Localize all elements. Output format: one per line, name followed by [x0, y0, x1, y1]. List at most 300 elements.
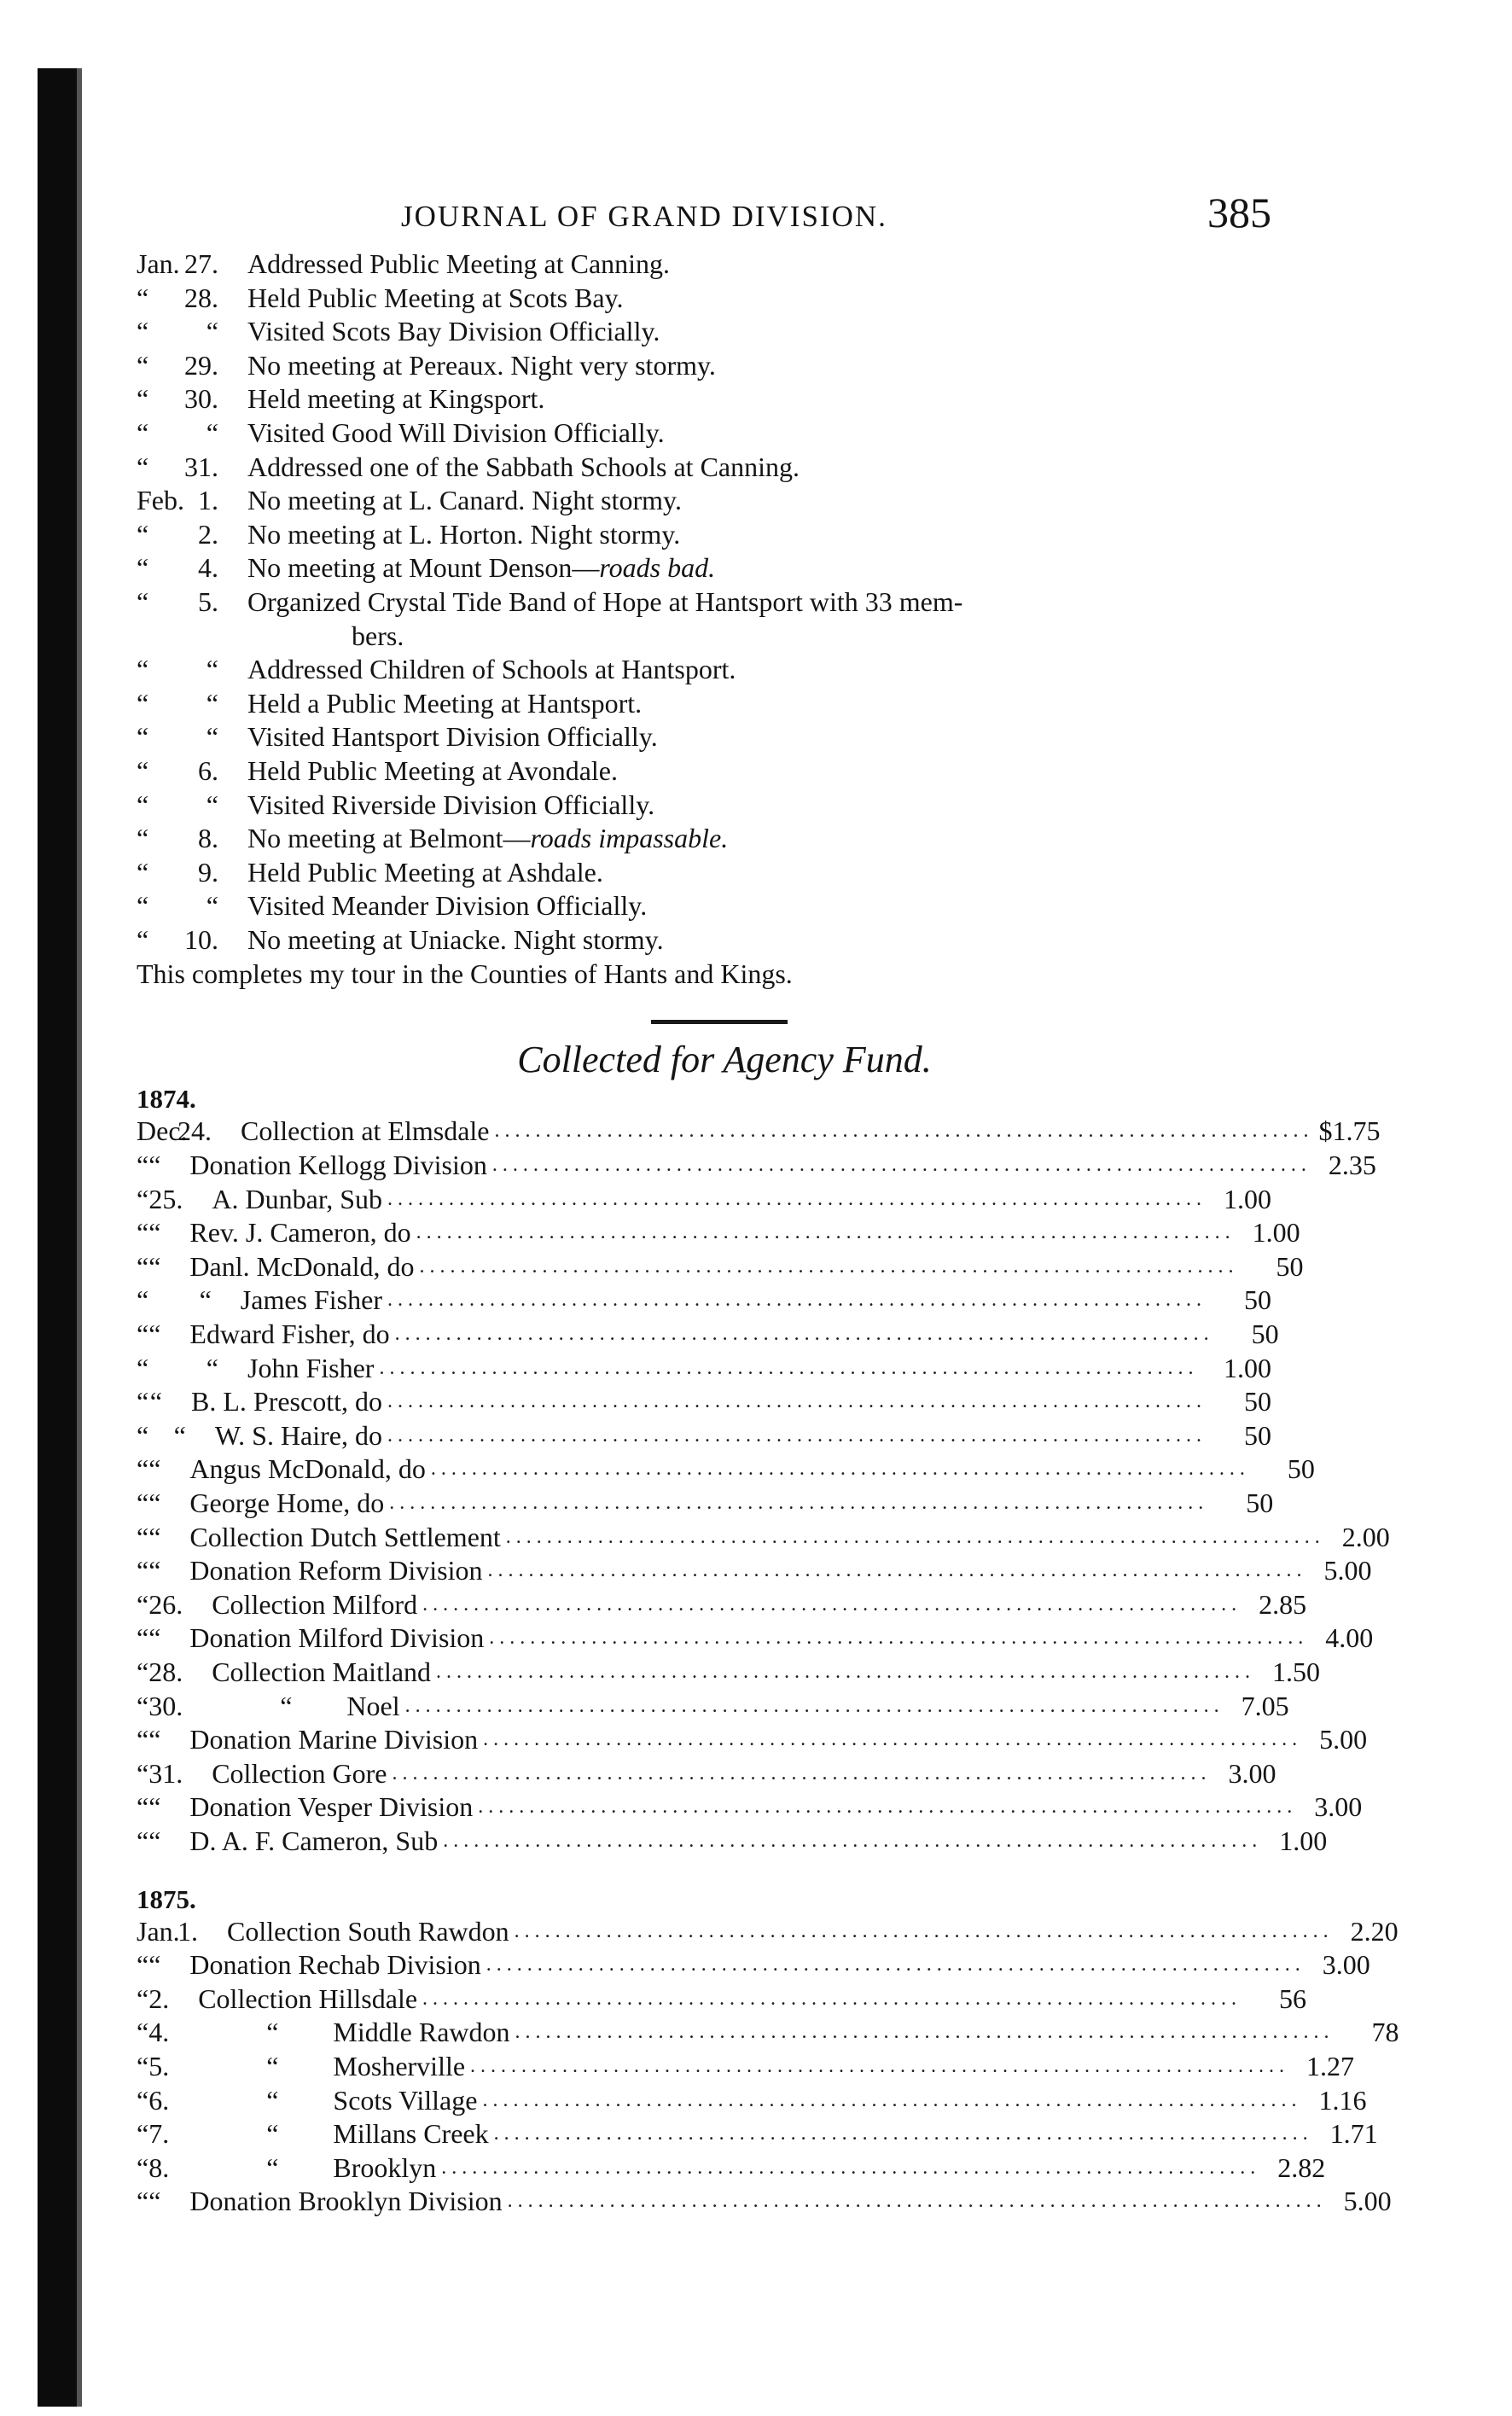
entry-text — [247, 451, 800, 485]
entry-day: 4. — [198, 552, 218, 584]
entry-text-main: No meeting at Belmont— — [247, 823, 531, 854]
entry-day: 29. — [184, 349, 218, 381]
entry-day: 28. — [148, 1656, 183, 1687]
ledger-row — [137, 1790, 1363, 1825]
section-title: Collected for Agency Fund. — [517, 1039, 932, 1081]
entry-text — [247, 856, 603, 890]
dot-leader: ................................................................................ — [489, 1627, 1309, 1650]
ledger-row — [137, 1216, 1300, 1250]
ledger-entry — [189, 1554, 1371, 1588]
ledger-entry — [241, 1115, 1380, 1149]
entry-day: 10. — [184, 923, 218, 955]
dot-leader: ................................................................................ — [404, 1694, 1224, 1717]
dot-leader: ................................................................................ — [483, 1728, 1303, 1751]
entry-text — [247, 653, 736, 687]
entry-amount: 3.00 — [1314, 1791, 1363, 1823]
journal-row — [137, 754, 1271, 789]
entry-day: 25. — [148, 1183, 183, 1214]
journal-row — [137, 349, 1271, 383]
entry-description: Collection South Rawdon — [227, 1915, 509, 1947]
entry-month: “ — [137, 2084, 149, 2116]
dot-leader: ................................................................................ — [494, 1120, 1314, 1143]
dot-leader: ................................................................................ — [486, 1953, 1306, 1976]
entry-description: Donation Rechab Division — [189, 1949, 481, 1981]
ledger-row — [137, 1318, 1279, 1352]
entry-month: “ — [137, 754, 149, 786]
binding-edge — [38, 68, 77, 2407]
journal-row — [137, 382, 1271, 416]
dot-leader: ................................................................................ — [419, 1255, 1239, 1278]
journal-row — [137, 315, 1271, 349]
entry-amount: 50 — [1287, 1453, 1315, 1485]
running-head-title: JOURNAL OF GRAND DIVISION. — [401, 200, 887, 233]
dot-leader: ................................................................................ — [392, 1761, 1212, 1784]
ledger-row — [137, 1115, 1381, 1149]
entry-month: “ — [137, 1757, 149, 1789]
journal-entries — [137, 247, 1271, 957]
journal-row — [137, 687, 1271, 721]
entry-description: Donation Marine Division — [189, 1724, 479, 1755]
agency-fund-ledger — [137, 1084, 1399, 2218]
entry-month: “ — [137, 1690, 149, 1721]
entry-month: “ — [137, 1284, 149, 1316]
ledger-row — [137, 1723, 1368, 1757]
ledger-entry — [198, 2084, 1366, 2118]
journal-row — [137, 585, 1271, 620]
entry-text — [247, 349, 716, 383]
entry-description: Collection Gore — [212, 1757, 387, 1789]
entry-amount: 50 — [1244, 1419, 1271, 1451]
entry-text-main: Visited Riverside Division Officially. — [247, 789, 655, 820]
ledger-row — [137, 1588, 1307, 1622]
journal-row — [137, 822, 1271, 856]
dot-leader: ................................................................................ — [491, 1154, 1311, 1177]
ledger-entry — [212, 1183, 1271, 1217]
dot-leader: ................................................................................ — [422, 1987, 1242, 2010]
entry-month: “ — [137, 1555, 149, 1586]
ledger-entry — [189, 1487, 1273, 1521]
ledger-row — [137, 1284, 1271, 1318]
journal-row — [137, 247, 1271, 282]
entry-description: Donation Kellogg Division — [189, 1150, 487, 1181]
entry-amount: 50 — [1246, 1487, 1274, 1518]
ledger-entry — [198, 2016, 1399, 2050]
ledger-1874 — [137, 1115, 1390, 1858]
ledger-entry — [198, 1982, 1306, 2017]
entry-amount: 78 — [1371, 2017, 1399, 2048]
entry-day: “ — [148, 1453, 161, 1485]
entry-text-main: Visited Meander Division Officially. — [247, 890, 648, 922]
journal-row — [137, 484, 1271, 518]
journal-row — [137, 282, 1271, 316]
entry-text-italic: roads bad. — [599, 552, 716, 584]
journal-row — [137, 551, 1271, 585]
entry-amount: 5.00 — [1343, 2186, 1392, 2217]
entry-day: 5. — [148, 2050, 170, 2081]
entry-month: “ — [137, 1622, 149, 1654]
entry-day: “ — [148, 1791, 161, 1823]
entry-month: “ — [137, 687, 149, 719]
ledger-row — [137, 1419, 1271, 1453]
entry-amount: 5.00 — [1319, 1724, 1368, 1755]
entry-description: D. A. F. Cameron, Sub — [189, 1825, 439, 1856]
ledger-row — [137, 1757, 1276, 1791]
ledger-entry — [212, 1757, 1276, 1791]
entry-day: 7. — [148, 2118, 170, 2150]
dot-leader: ................................................................................ — [436, 1660, 1256, 1683]
entry-day: 9. — [198, 856, 218, 888]
entry-amount: 50 — [1251, 1319, 1279, 1350]
entry-day: 1. — [177, 1915, 198, 1947]
entry-amount: 1.71 — [1329, 2118, 1378, 2150]
journal-row — [137, 416, 1271, 451]
entry-text — [247, 585, 962, 620]
entry-month: “ — [137, 2186, 149, 2217]
entry-day: “ — [199, 1284, 212, 1316]
dot-leader: ................................................................................ — [389, 1492, 1209, 1514]
ledger-entry — [189, 1723, 1367, 1757]
dot-leader: ................................................................................ — [514, 1919, 1334, 1942]
ledger-entry — [189, 1216, 1300, 1250]
entry-day: “ — [149, 1386, 162, 1418]
entry-day: 30. — [184, 383, 218, 415]
entry-text — [247, 416, 665, 451]
dot-leader: ................................................................................ — [387, 1187, 1207, 1210]
entry-month: “ — [137, 1825, 149, 1856]
entry-month: “ — [137, 1419, 149, 1451]
dot-leader: ................................................................................ — [478, 1796, 1298, 1819]
entry-text-main: Addressed Children of Schools at Hantsport. — [247, 654, 736, 685]
journal-row — [137, 923, 1271, 958]
journal-row — [137, 653, 1271, 687]
ledger-row — [137, 1621, 1374, 1656]
entry-month: “ — [137, 282, 149, 313]
ledger-row — [137, 2117, 1378, 2151]
entry-amount: 1.00 — [1224, 1352, 1271, 1383]
journal-row — [137, 856, 1271, 890]
entry-amount: 1.50 — [1272, 1656, 1321, 1687]
ledger-row — [137, 1948, 1370, 1982]
entry-amount: 2.82 — [1277, 2151, 1326, 2183]
entry-text-main: Held a Public Meeting at Hantsport. — [247, 687, 643, 719]
entry-day: “ — [206, 890, 218, 922]
entry-text — [247, 382, 544, 416]
dot-leader: ................................................................................ — [430, 1458, 1250, 1481]
entry-month: “ — [137, 823, 149, 854]
ledger-row — [137, 1982, 1307, 2017]
ledger-row — [137, 2050, 1355, 2084]
entry-day: 31. — [148, 1757, 183, 1789]
ledger-row — [137, 1250, 1304, 1284]
entry-day: 6. — [148, 2084, 170, 2116]
ledger-entry — [189, 2185, 1391, 2219]
entry-amount: 1.00 — [1252, 1217, 1300, 1249]
dot-leader: ................................................................................ — [394, 1323, 1214, 1346]
entry-month: “ — [137, 721, 149, 753]
dot-leader: ................................................................................ — [505, 1525, 1325, 1548]
entry-month: “ — [137, 552, 149, 584]
ledger-row — [137, 1554, 1372, 1588]
entry-description: Collection Dutch Settlement — [189, 1521, 501, 1552]
journal-row — [137, 720, 1271, 754]
ledger-row — [137, 1352, 1271, 1386]
entry-description: James Fisher — [240, 1284, 382, 1316]
ledger-row — [137, 1149, 1376, 1183]
dot-leader: ................................................................................ — [387, 1289, 1207, 1312]
entry-month: “ — [137, 2151, 149, 2183]
entry-month: “ — [137, 1949, 149, 1981]
ledger-row — [137, 1825, 1328, 1859]
entry-day: “ — [148, 1150, 161, 1181]
ledger-row — [137, 1656, 1321, 1690]
entry-day: “ — [148, 2186, 161, 2217]
entry-day: “ — [148, 1555, 161, 1586]
entry-description: Donation Milford Division — [189, 1622, 485, 1654]
entry-description: John Fisher — [247, 1352, 375, 1383]
entry-day: 31. — [184, 451, 218, 482]
dot-leader: ................................................................................ — [379, 1356, 1199, 1379]
entry-day: “ — [206, 654, 218, 685]
entry-text-main: No meeting at L. Horton. Night stormy. — [247, 518, 681, 550]
entry-amount: 2.20 — [1350, 1915, 1399, 1947]
entry-day: “ — [206, 789, 218, 820]
entry-month: Dec. — [137, 1115, 188, 1147]
entry-amount: 2.85 — [1259, 1588, 1307, 1620]
journal-row — [137, 451, 1271, 485]
entry-text — [247, 315, 660, 349]
dot-leader: ................................................................................ — [387, 1423, 1207, 1447]
page-number: 385 — [1207, 189, 1271, 236]
entry-text — [247, 687, 642, 721]
entry-day: 4. — [148, 2017, 170, 2048]
dot-leader: ................................................................................ — [493, 2122, 1313, 2145]
dot-leader: ................................................................................ — [416, 1221, 1236, 1244]
entry-description: A. Dunbar, Sub — [212, 1183, 382, 1214]
entry-day: “ — [206, 1352, 218, 1383]
entry-text-main: Visited Scots Bay Division Officially. — [247, 316, 660, 347]
entry-day: 6. — [198, 754, 218, 786]
entry-description: “ Middle Rawdon — [198, 2017, 510, 2048]
entry-day: “ — [206, 416, 218, 448]
entry-day: “ — [148, 1487, 161, 1518]
entry-day: 8. — [198, 823, 218, 854]
entry-text-main: Visited Good Will Division Officially. — [247, 416, 665, 448]
entry-day: “ — [148, 1825, 161, 1856]
year-heading: 1874. — [137, 1084, 196, 1115]
entry-text — [247, 822, 728, 856]
entry-description: B. L. Prescott, do — [191, 1386, 382, 1418]
ledger-entry — [212, 1656, 1320, 1690]
dot-leader: ................................................................................ — [482, 2088, 1302, 2111]
entry-text-main: No meeting at L. Canard. Night stormy. — [247, 485, 682, 516]
entry-month: Jan. — [137, 248, 180, 279]
entry-description: Rev. J. Cameron, do — [189, 1217, 411, 1249]
entry-day: “ — [206, 721, 218, 753]
entry-day: 28. — [184, 282, 218, 313]
entry-day: “ — [148, 1521, 161, 1552]
binding-edge-shadow — [77, 68, 82, 2407]
entry-description: “ Mosherville — [198, 2050, 466, 2081]
ledger-entry — [212, 1588, 1306, 1622]
entry-day: 2. — [198, 518, 218, 550]
ledger-row — [137, 1183, 1271, 1217]
entry-day: “ — [148, 1250, 161, 1282]
dot-leader: ................................................................................ — [387, 1390, 1207, 1413]
entry-day: 8. — [148, 2151, 170, 2183]
entry-month: “ — [137, 1656, 149, 1687]
entry-day: 27. — [184, 248, 218, 279]
entry-amount: 5.00 — [1323, 1555, 1372, 1586]
year-heading: 1875. — [137, 1883, 196, 1914]
entry-text — [247, 518, 680, 552]
entry-description: Donation Vesper Division — [189, 1791, 474, 1823]
ledger-row — [137, 1385, 1271, 1419]
ledger-entry — [189, 1318, 1278, 1352]
entry-month: “ — [137, 1521, 149, 1552]
entry-description: Collection Milford — [212, 1588, 418, 1620]
entry-text — [352, 620, 404, 654]
ledger-entry — [241, 1284, 1271, 1318]
entry-description: Edward Fisher, do — [189, 1319, 390, 1350]
ledger-entry — [189, 1149, 1375, 1183]
dot-leader: ................................................................................ — [470, 2054, 1290, 2077]
entry-text-main: Held Public Meeting at Avondale. — [247, 754, 618, 786]
ledger-row — [137, 1453, 1315, 1487]
entry-text-main: No meeting at Pereaux. Night very stormy. — [247, 349, 716, 381]
entry-description: Donation Reform Division — [189, 1555, 483, 1586]
entry-text — [247, 754, 618, 789]
entry-text — [247, 789, 654, 823]
entry-amount: 2.35 — [1328, 1150, 1376, 1181]
entry-month: “ — [137, 2050, 149, 2081]
entry-text-main: Visited Hantsport Division Officially. — [247, 721, 658, 753]
entry-month: “ — [137, 383, 149, 415]
closing-line: This completes my tour in the Counties of Hants and Kings. — [137, 958, 793, 990]
entry-month: “ — [137, 416, 149, 448]
ledger-entry — [189, 1825, 1327, 1859]
entry-month: Feb. — [137, 485, 184, 516]
ledger-entry — [191, 1385, 1271, 1419]
entry-month: “ — [137, 316, 149, 347]
entry-month: “ — [137, 1487, 149, 1518]
entry-month: “ — [137, 890, 149, 922]
entry-description: Collection Hillsdale — [198, 1982, 418, 2014]
entry-month: “ — [137, 518, 149, 550]
entry-day: “ — [148, 1949, 161, 1981]
entry-month: “ — [137, 923, 149, 955]
entry-text — [247, 282, 624, 316]
entry-description: “ Noel — [212, 1690, 400, 1721]
ledger-gap — [137, 1859, 1271, 1884]
entry-amount: 50 — [1243, 1386, 1271, 1418]
entry-amount: 3.00 — [1228, 1757, 1276, 1789]
entry-text — [247, 551, 715, 585]
entry-description: Angus McDonald, do — [189, 1453, 426, 1485]
entry-text-main: bers. — [352, 620, 404, 651]
entry-text-main: Held Public Meeting at Scots Bay. — [247, 282, 624, 313]
entry-description: Danl. McDonald, do — [189, 1250, 415, 1282]
dot-leader: ................................................................................ — [487, 1559, 1307, 1582]
entry-day: “ — [206, 687, 218, 719]
entry-description: George Home, do — [189, 1487, 385, 1518]
entry-amount: 1.27 — [1306, 2050, 1355, 2081]
entry-day: 26. — [148, 1588, 183, 1620]
entry-amount: 3.00 — [1322, 1949, 1370, 1981]
dot-leader: ................................................................................ — [443, 1829, 1263, 1852]
entry-text-main: No meeting at Mount Denson— — [247, 552, 600, 584]
entry-amount: 1.16 — [1318, 2084, 1367, 2116]
entry-text — [247, 247, 670, 282]
ledger-entry — [198, 2050, 1354, 2084]
entry-amount: 2.00 — [1341, 1521, 1390, 1552]
entry-month: “ — [137, 1352, 149, 1383]
entry-month: “ — [137, 789, 149, 820]
ledger-entry — [198, 2151, 1325, 2186]
entry-amount: 50 — [1243, 1284, 1271, 1316]
entry-description: Donation Brooklyn Division — [189, 2186, 503, 2217]
entry-amount: $1.75 — [1318, 1115, 1381, 1147]
entry-month: “ — [137, 1982, 149, 2014]
entry-day: “ — [148, 1217, 161, 1249]
entry-day: “ — [173, 1419, 186, 1451]
ledger-row — [137, 2016, 1399, 2050]
entry-day: “ — [148, 1724, 161, 1755]
ledger-entry — [189, 1790, 1362, 1825]
entry-month: “ — [137, 1588, 149, 1620]
entry-month: “ — [137, 2017, 149, 2048]
entry-month: “ — [137, 451, 149, 482]
entry-month: “ — [137, 1250, 149, 1282]
entry-month: “ — [137, 1183, 149, 1214]
entry-text-main: Organized Crystal Tide Band of Hope at Hantsport with 33 mem- — [247, 585, 963, 617]
running-head — [137, 188, 1271, 247]
entry-amount: 4.00 — [1325, 1622, 1374, 1654]
entry-amount: 7.05 — [1241, 1690, 1289, 1721]
entry-amount: 56 — [1279, 1982, 1307, 2014]
entry-month: “ — [137, 1791, 149, 1823]
dot-leader: ................................................................................ — [441, 2156, 1261, 2179]
entry-day: 5. — [198, 585, 218, 617]
entry-month: “ — [137, 349, 149, 381]
journal-row — [137, 889, 1271, 923]
ledger-entry — [189, 1621, 1373, 1656]
entry-month: Jan. — [137, 1915, 180, 1947]
entry-month: “ — [137, 856, 149, 888]
entry-month: “ — [137, 654, 149, 685]
section-rule — [651, 1020, 788, 1024]
entry-month: “ — [137, 2118, 149, 2150]
entry-text-main: No meeting at Uniacke. Night stormy. — [247, 923, 664, 955]
entry-day: “ — [148, 1319, 161, 1350]
entry-text-main: Addressed one of the Sabbath Schools at Canning. — [247, 451, 800, 482]
journal-row — [137, 789, 1271, 823]
ledger-row — [137, 1521, 1390, 1555]
entry-description: “ Millans Creek — [198, 2118, 489, 2150]
entry-day: 24. — [177, 1115, 212, 1147]
ledger-row — [137, 2151, 1326, 2186]
entry-text-main: Addressed Public Meeting at Canning. — [247, 248, 671, 279]
entry-month: “ — [137, 585, 149, 617]
entry-day: 30. — [148, 1690, 183, 1721]
entry-month: “ — [137, 1217, 149, 1249]
entry-description: “ Brooklyn — [198, 2151, 437, 2183]
entry-month: “ — [137, 1386, 149, 1418]
entry-month: “ — [137, 1319, 149, 1350]
ledger-entry — [215, 1419, 1271, 1453]
entry-day: 1. — [198, 485, 218, 516]
entry-text — [247, 923, 664, 958]
entry-description: W. S. Haire, do — [214, 1419, 382, 1451]
